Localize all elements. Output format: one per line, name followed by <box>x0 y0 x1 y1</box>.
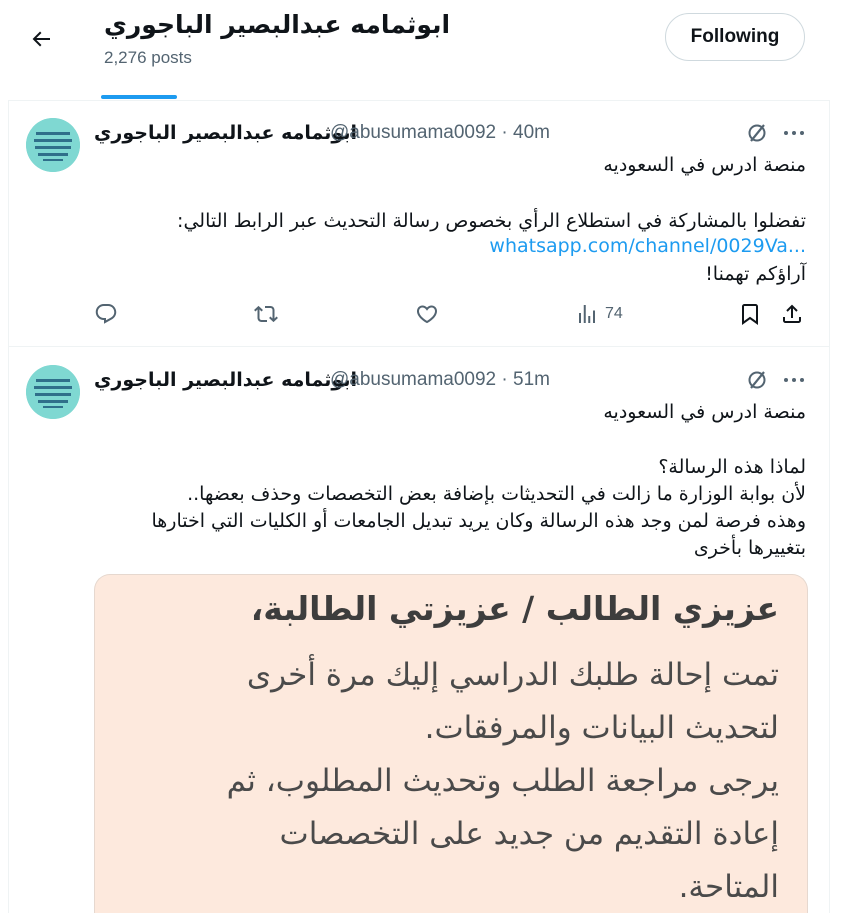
heart-icon <box>415 302 439 326</box>
views-count: 74 <box>605 305 623 322</box>
author-handle-time[interactable]: @abusumama0092 · 51m <box>330 369 550 390</box>
active-tab-indicator <box>101 95 177 99</box>
tweet-text-line: منصة ادرس في السعوديه <box>603 401 806 423</box>
bookmark-button[interactable] <box>738 302 762 326</box>
avatar[interactable] <box>26 118 80 172</box>
share-button[interactable] <box>780 302 804 326</box>
avatar-image <box>26 118 80 172</box>
arrow-left-icon <box>29 27 53 51</box>
reply-icon <box>94 302 118 326</box>
image-text-line: يرجى مراجعة الطلب وتحديث المطلوب، ثم <box>226 763 779 799</box>
avatar[interactable] <box>26 365 80 419</box>
author-handle-time[interactable]: @abusumama0092 · 40m <box>330 122 550 143</box>
avatar-image <box>26 365 80 419</box>
share-icon <box>780 302 804 326</box>
tweet-1[interactable] <box>8 101 830 347</box>
image-text-line: إعادة التقديم من جديد على التخصصات <box>279 816 779 852</box>
back-button[interactable] <box>22 20 60 58</box>
tweet-text-line: آراؤكم تهمنا! <box>705 263 806 285</box>
tweet-link[interactable]: whatsapp.com/channel/0029Va... <box>489 235 806 257</box>
image-text-line: المتاحة. <box>678 869 779 905</box>
tweet-actions <box>8 302 830 332</box>
like-button[interactable] <box>415 302 439 326</box>
grok-icon[interactable] <box>745 121 769 145</box>
views-bar-icon <box>575 302 599 326</box>
author-name[interactable]: ابوثمامه عبدالبصير الباجوري <box>94 369 357 391</box>
tweet-text-line: تفضلوا بالمشاركة في استطلاع الرأي بخصوص رسالة التحديث عبر الرابط التالي: <box>177 210 806 232</box>
tweet-text-line: منصة ادرس في السعوديه <box>603 154 806 176</box>
image-heading: عزيزي الطالب / عزيزتي الطالبة، <box>250 589 779 628</box>
following-button[interactable]: Following <box>665 13 805 61</box>
image-text-line: تمت إحالة طلبك الدراسي إليك مرة أخرى <box>246 657 779 693</box>
tweet-text-line: لأن بوابة الوزارة ما زالت في التحديثات بإضافة بعض التخصصات وحذف بعضها.. <box>187 483 806 505</box>
tweet-text-line: بتغييرها بأخرى <box>693 537 806 559</box>
grok-icon[interactable] <box>745 368 769 392</box>
tweet-image[interactable] <box>94 574 808 913</box>
reply-button[interactable] <box>94 302 118 326</box>
author-name[interactable]: ابوثمامه عبدالبصير الباجوري <box>94 122 357 144</box>
bookmark-icon <box>738 302 762 326</box>
more-dots-icon[interactable] <box>781 121 807 145</box>
profile-name-title: ابوثمامه عبدالبصير الباجوري <box>104 10 451 39</box>
profile-header <box>0 0 843 100</box>
more-dots-icon[interactable] <box>781 368 807 392</box>
retweet-icon <box>254 302 278 326</box>
post-count: 2,276 posts <box>104 48 192 67</box>
tweet-2[interactable] <box>8 347 830 913</box>
tweet-text-line: وهذه فرصة لمن وجد هذه الرسالة وكان يريد تبديل الجامعات أو الكليات التي اختارها <box>151 510 806 532</box>
image-text-line: لتحديث البيانات والمرفقات. <box>424 710 779 746</box>
retweet-button[interactable] <box>254 302 278 326</box>
views-button[interactable] <box>575 302 623 326</box>
tweet-text-line: لماذا هذه الرسالة؟ <box>658 456 806 478</box>
